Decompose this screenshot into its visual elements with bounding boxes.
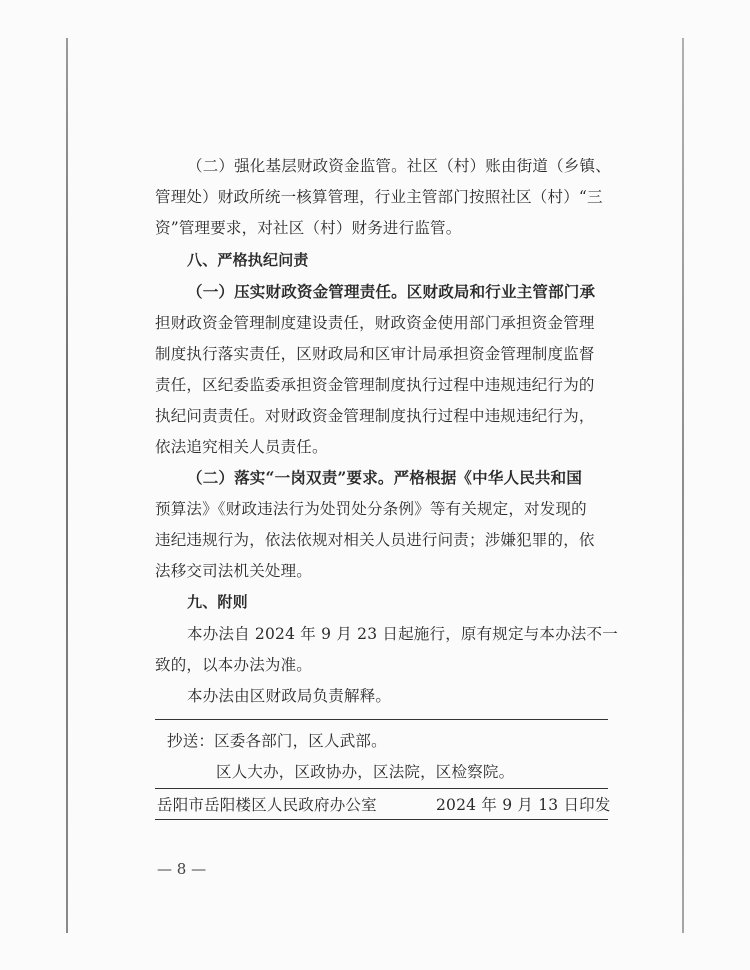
- paragraph-line: 本办法由区财政局负责解释。: [187, 687, 392, 705]
- paragraph-line: 依法追究相关人员责任。: [155, 438, 328, 456]
- scan-edge-left: [66, 38, 68, 933]
- issuer-office: 岳阳市岳阳楼区人民政府办公室: [157, 796, 377, 814]
- paragraph-line: 法移交司法机关处理。: [155, 562, 313, 580]
- paragraph-line: 资”管理要求，对社区（村）财务进行监管。: [155, 219, 462, 237]
- paragraph-line: （二）落实“一岗双责”要求。严格根据《中华人民共和国: [187, 468, 583, 487]
- paragraph-line: 担财政资金管理制度建设责任，财政资金使用部门承担资金管理: [155, 314, 595, 332]
- section-heading-9: 九、附则: [187, 593, 248, 611]
- paragraph-line: 本办法自 2024 年 9 月 23 日起施行，原有规定与本办法不一: [187, 625, 618, 643]
- paragraph-line: 预算法》《财政违法行为处罚处分条例》等有关规定，对发现的: [155, 500, 587, 518]
- paragraph-line: 致的，以本办法为准。: [155, 656, 313, 674]
- cc-line-2: 区人大办，区政协办，区法院，区检察院。: [216, 763, 515, 781]
- divider-rule: [155, 719, 608, 720]
- paragraph-line: （一）压实财政资金管理责任。区财政局和行业主管部门承: [187, 282, 596, 301]
- section-heading-8: 八、严格执纪问责: [187, 251, 309, 269]
- divider-rule: [155, 788, 608, 789]
- paragraph-line: 执纪问责责任。对财政资金管理制度执行过程中违规违纪行为，: [155, 407, 595, 425]
- page-number: — 8 —: [157, 860, 207, 878]
- cc-line-1: 抄送：区委各部门，区人武部。: [167, 732, 387, 750]
- issue-date: 2024 年 9 月 13 日印发: [436, 796, 611, 814]
- paragraph-line: （二）强化基层财政资金监管。社区（村）账由街道（乡镇、: [187, 157, 611, 175]
- paragraph-line: 违纪违规行为，依法依规对相关人员进行问责；涉嫌犯罪的，依: [155, 531, 595, 549]
- paragraph-line: 责任，区纪委监委承担资金管理制度执行过程中违规违纪行为的: [155, 376, 595, 394]
- paragraph-line: 管理处）财政所统一核算管理，行业主管部门按照社区（村）“三: [155, 188, 603, 206]
- scan-edge-right: [682, 38, 684, 933]
- paragraph-line: 制度执行落实责任，区财政局和区审计局承担资金管理制度监督: [155, 345, 595, 363]
- divider-rule: [155, 819, 608, 820]
